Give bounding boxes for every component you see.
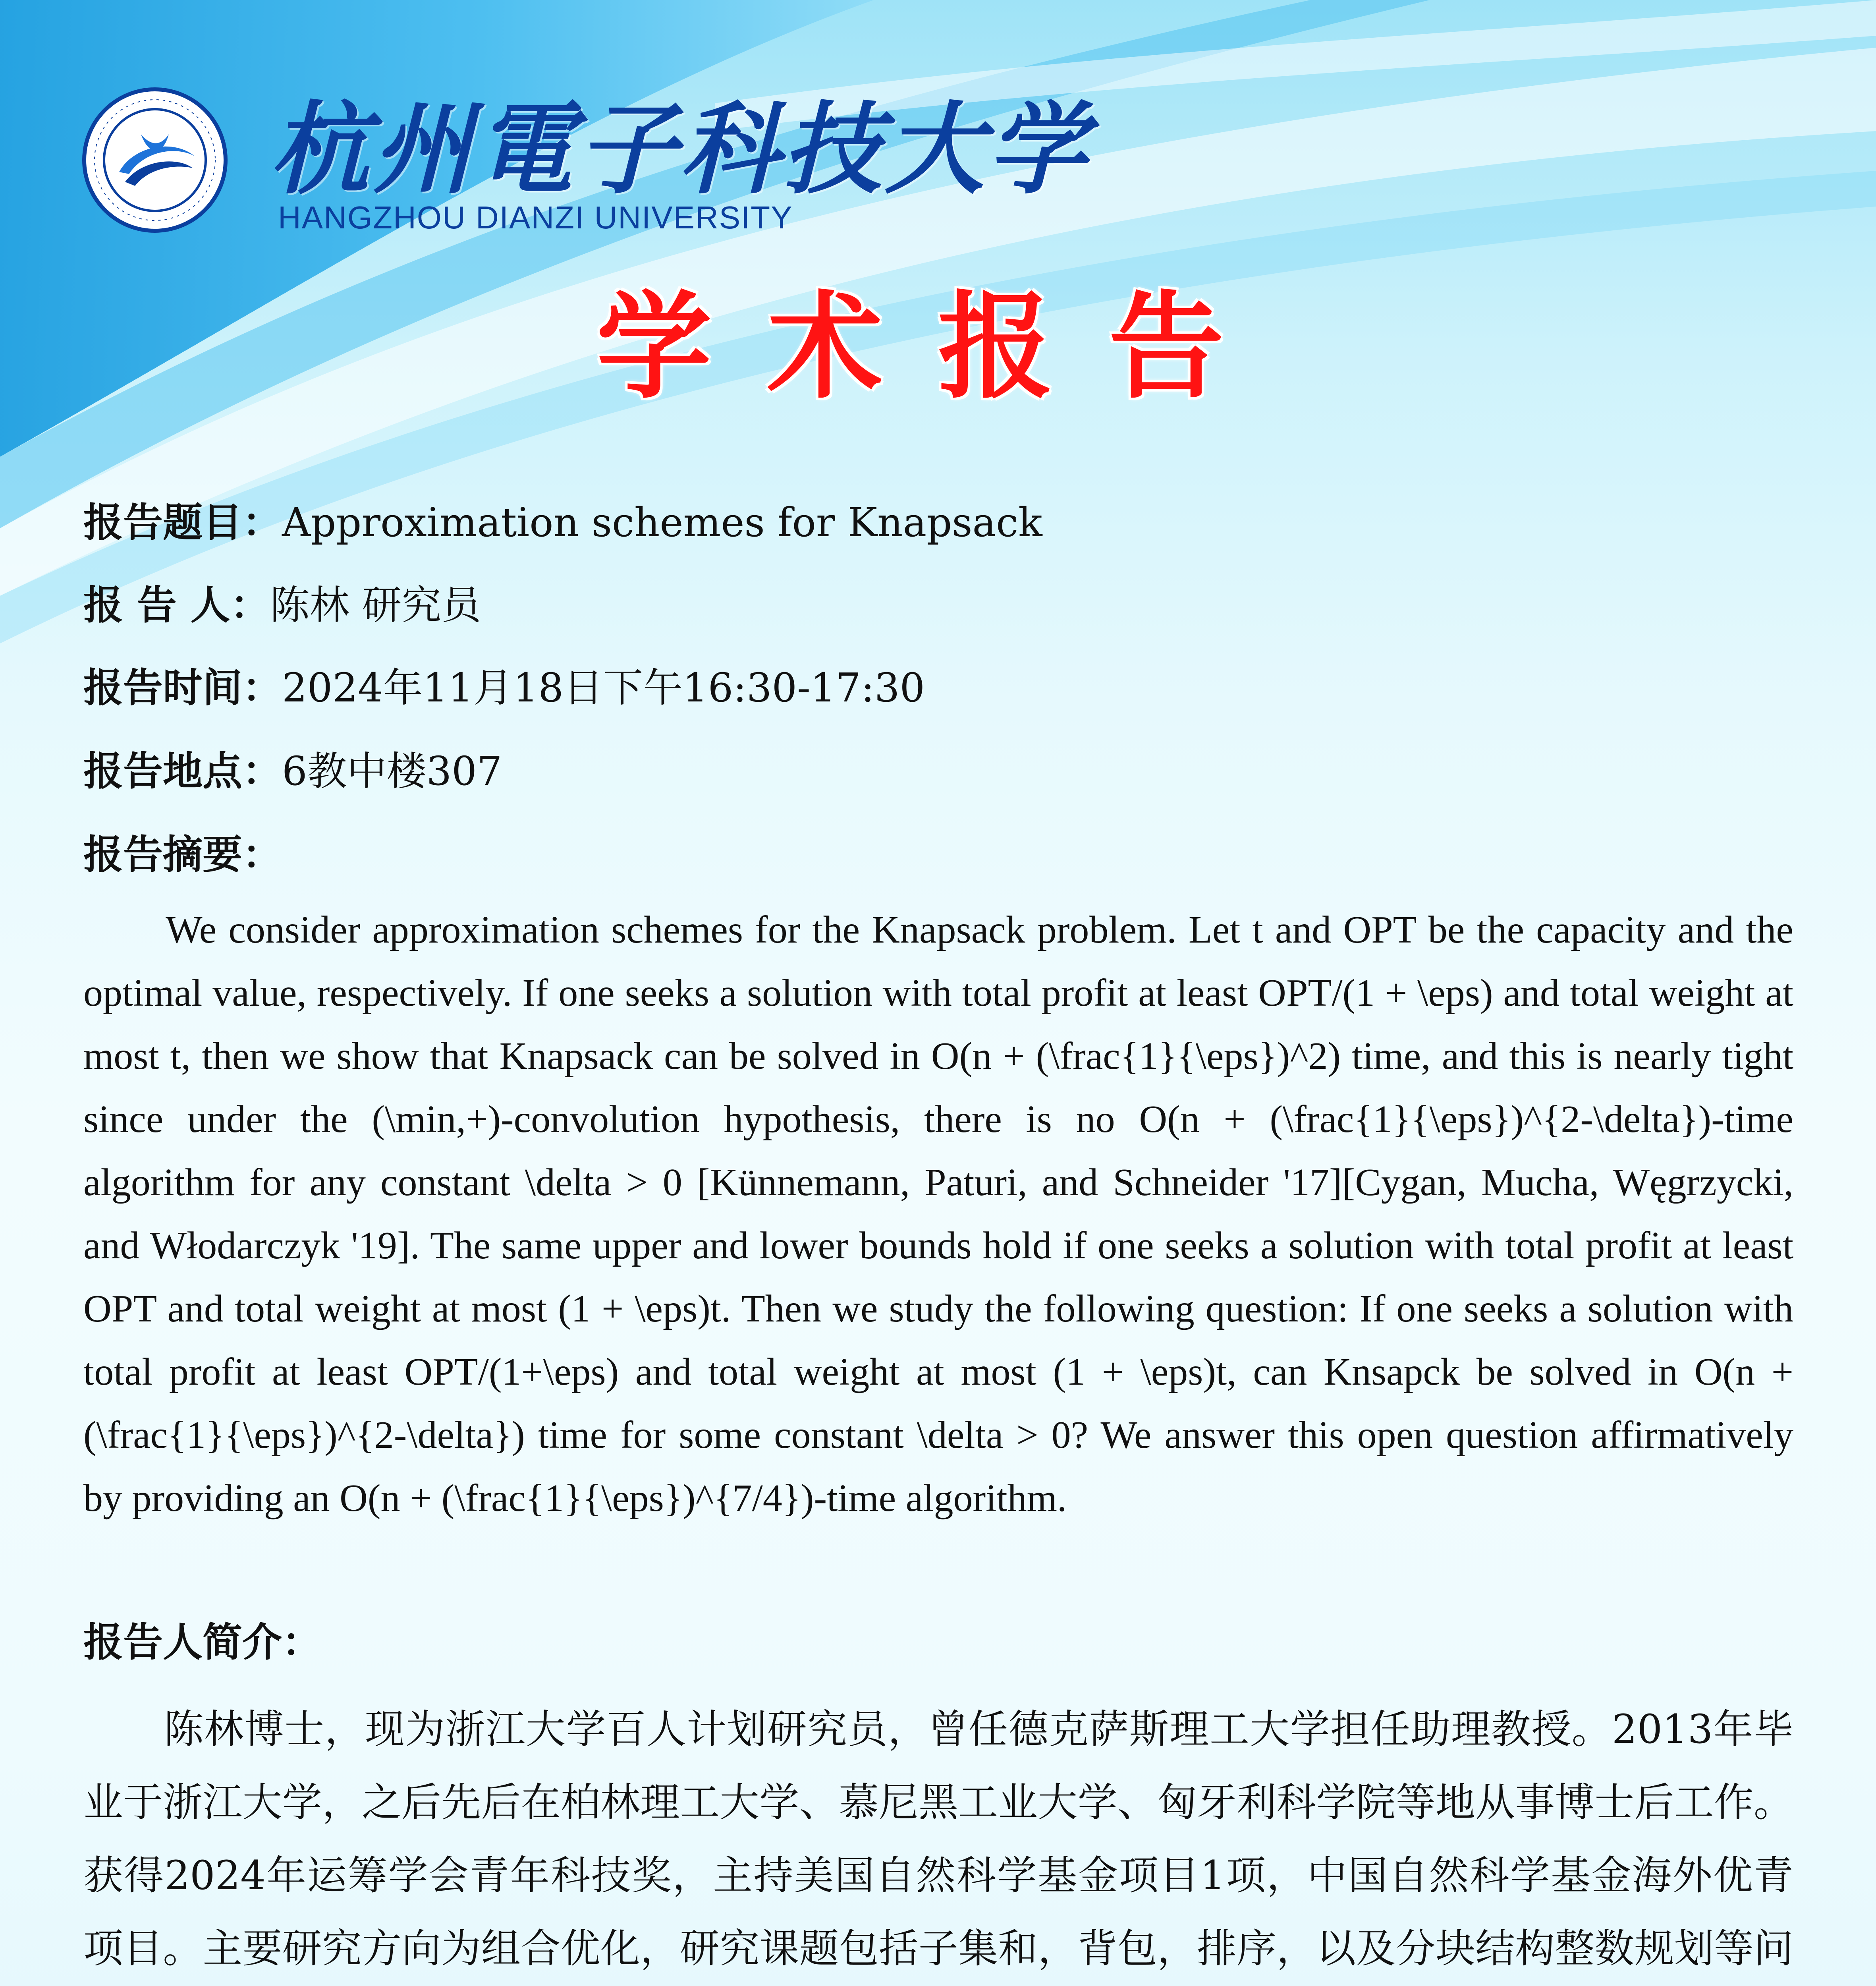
place-label: 报告地点：	[83, 748, 282, 794]
bio-text: 陈林博士，现为浙江大学百人计划研究员，曾任德克萨斯理工大学担任助理教授。2013年毕业于浙江大学，之后先后在柏林理工大学、慕尼黑工业大学、匈牙利科学院等地从事博士后工作。获得2024年运筹学会青年科技奖，主持美国自然科学基金项目1项，中国自然科学基金海外优青项目。主要研究方向为组合优化，研究课题包括子集和，背包，排序，以及分块结构整数规划等问	[83, 1706, 1793, 1972]
school-name-cn: 杭州電子科技大学	[270, 91, 1090, 207]
university-logo	[81, 87, 228, 234]
school-name-en: HANGZHOU DIANZI UNIVERSITY	[278, 200, 793, 235]
time-value: 2024年11月18日下午16:30-17:30	[282, 665, 925, 711]
bio-heading	[83, 1619, 322, 1666]
abstract-text: We consider approximation schemes for the Knapsack problem. Let t and OPT be the capacity and the optimal value, respectively. If one seeks a solution with total profit at least OPT/(1 + \eps) and total weight at most t, then we show that Knapsack can be solved in O(n + (\frac{1}{\eps})^2) time, and this is nearly tight since under the (\min,+)-convolution hypothesis, there is no O(n + (\frac{1}{\eps})^{2-\delta})-time algorithm for any constant \delta > 0 [Künnemann, Paturi, and Schneider '17][Cygan, Mucha, Węgrzycki, and Włodarczyk '19]. The same upper and lower bounds hold if one seeks a solution with total profit at least OPT and total weight at most (1 + \eps)t. Then we study the following question: If one seeks a solution with total profit at least OPT/(1+\eps) and total weight at most (1 + \eps)t, can Knsapck be solved in O(n + (\frac{1}{\eps})^{2-\delta}) time for some constant \delta > 0? We answer this open question affirmatively by providing an O(n + (\frac{1}{\eps})^{7/4})-time algorithm.	[83, 908, 1793, 1520]
topic-row	[83, 499, 1042, 547]
speaker-value: 陈林 研究员	[270, 582, 481, 628]
time-row	[83, 664, 925, 712]
topic-label: 报告题目：	[83, 499, 282, 546]
bio-label: 报告人简介：	[83, 1619, 322, 1665]
topic-value: Approximation schemes for Knapsack	[282, 499, 1042, 546]
abstract-heading	[83, 831, 282, 879]
speaker-label: 报 告 人：	[83, 582, 270, 628]
place-value: 6教中楼307	[282, 748, 502, 794]
time-label: 报告时间：	[83, 665, 282, 711]
place-row	[83, 748, 502, 795]
page-title: 学术报告	[596, 280, 1280, 414]
speaker-row	[83, 582, 481, 629]
abstract-label: 报告摘要：	[83, 831, 282, 878]
